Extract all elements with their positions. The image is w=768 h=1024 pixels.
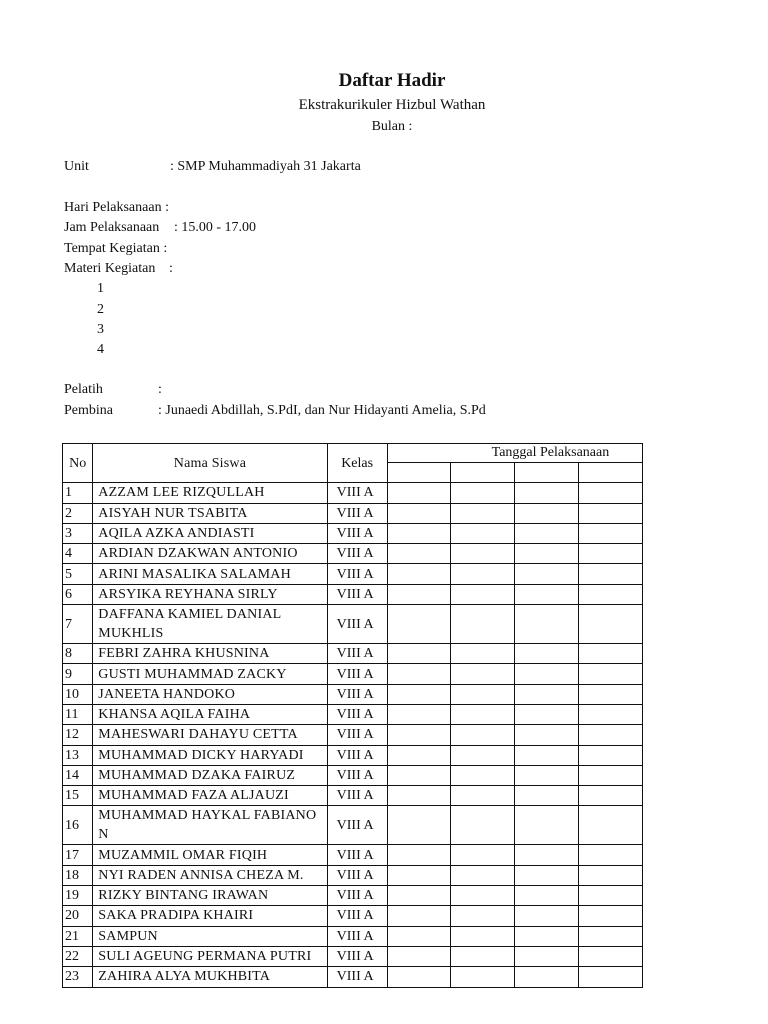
student-name: MUZAMMIL OMAR FIQIH bbox=[93, 845, 327, 865]
attendance-cell[interactable] bbox=[515, 865, 579, 885]
row-number: 13 bbox=[63, 745, 93, 765]
row-number: 14 bbox=[63, 765, 93, 785]
row-number: 7 bbox=[63, 605, 93, 644]
attendance-cell[interactable] bbox=[515, 946, 579, 966]
attendance-cell[interactable] bbox=[387, 806, 451, 845]
row-number: 18 bbox=[63, 865, 93, 885]
student-name: AZZAM LEE RIZQULLAH bbox=[93, 483, 327, 503]
attendance-cell[interactable] bbox=[515, 745, 579, 765]
attendance-cell[interactable] bbox=[387, 745, 451, 765]
attendance-cell[interactable] bbox=[579, 886, 643, 906]
col-header-kelas: Kelas bbox=[327, 444, 387, 483]
student-name: AQILA AZKA ANDIASTI bbox=[93, 523, 327, 543]
attendance-cell[interactable] bbox=[387, 946, 451, 966]
attendance-cell[interactable] bbox=[387, 886, 451, 906]
attendance-cell[interactable] bbox=[451, 967, 515, 987]
student-name: JANEETA HANDOKO bbox=[93, 684, 327, 704]
attendance-cell[interactable] bbox=[579, 967, 643, 987]
attendance-cell[interactable] bbox=[515, 725, 579, 745]
table-row bbox=[63, 806, 643, 845]
attendance-cell[interactable] bbox=[579, 865, 643, 885]
attendance-cell[interactable] bbox=[387, 605, 451, 644]
materi-item: 2 bbox=[97, 302, 104, 317]
row-number: 9 bbox=[63, 664, 93, 684]
pembina-label: Pembina bbox=[64, 403, 113, 418]
student-class: VIII A bbox=[327, 564, 387, 584]
attendance-cell[interactable] bbox=[387, 684, 451, 704]
attendance-cell[interactable] bbox=[515, 605, 579, 644]
attendance-cell[interactable] bbox=[515, 483, 579, 503]
attendance-cell[interactable] bbox=[579, 544, 643, 564]
attendance-cell[interactable] bbox=[387, 503, 451, 523]
attendance-cell[interactable] bbox=[579, 664, 643, 684]
attendance-cell[interactable] bbox=[387, 523, 451, 543]
attendance-cell[interactable] bbox=[451, 483, 515, 503]
attendance-cell[interactable] bbox=[515, 584, 579, 604]
pembina-value: : Junaedi Abdillah, S.PdI, dan Nur Hidayanti Amelia, S.Pd bbox=[158, 403, 486, 418]
student-class: VIII A bbox=[327, 523, 387, 543]
student-class: VIII A bbox=[327, 926, 387, 946]
attendance-cell[interactable] bbox=[387, 664, 451, 684]
row-number: 11 bbox=[63, 704, 93, 724]
attendance-cell[interactable] bbox=[451, 503, 515, 523]
jam-pelaksanaan-label: Jam Pelaksanaan bbox=[64, 220, 160, 235]
student-name: ARSYIKA REYHANA SIRLY bbox=[93, 584, 327, 604]
row-number: 22 bbox=[63, 946, 93, 966]
pelatih-value: : bbox=[158, 382, 162, 397]
table-row bbox=[63, 906, 643, 926]
pelatih-label: Pelatih bbox=[64, 382, 103, 397]
student-name: MUHAMMAD FAZA ALJAUZI bbox=[93, 786, 327, 806]
student-class: VIII A bbox=[327, 806, 387, 845]
attendance-cell[interactable] bbox=[387, 786, 451, 806]
attendance-table bbox=[62, 443, 643, 988]
attendance-cell[interactable] bbox=[451, 845, 515, 865]
tempat-kegiatan-label: Tempat Kegiatan : bbox=[64, 241, 168, 256]
date-slot-header bbox=[579, 463, 643, 483]
col-header-no: No bbox=[63, 444, 93, 483]
student-name: ARDIAN DZAKWAN ANTONIO bbox=[93, 544, 327, 564]
attendance-cell[interactable] bbox=[451, 865, 515, 885]
unit-value: : SMP Muhammadiyah 31 Jakarta bbox=[170, 159, 361, 174]
table-row bbox=[63, 786, 643, 806]
document-title: Daftar Hadir bbox=[338, 70, 446, 91]
student-name: MAHESWARI DAHAYU CETTA bbox=[93, 725, 327, 745]
attendance-cell[interactable] bbox=[387, 644, 451, 664]
attendance-cell[interactable] bbox=[515, 523, 579, 543]
attendance-cell[interactable] bbox=[515, 806, 579, 845]
attendance-cell[interactable] bbox=[387, 544, 451, 564]
attendance-cell[interactable] bbox=[387, 865, 451, 885]
row-number: 19 bbox=[63, 886, 93, 906]
row-number: 16 bbox=[63, 806, 93, 845]
student-class: VIII A bbox=[327, 644, 387, 664]
table-row bbox=[63, 765, 643, 785]
student-name: SAKA PRADIPA KHAIRI bbox=[93, 906, 327, 926]
attendance-cell[interactable] bbox=[451, 886, 515, 906]
attendance-cell[interactable] bbox=[579, 605, 643, 644]
table-row bbox=[63, 503, 643, 523]
attendance-cell[interactable] bbox=[515, 704, 579, 724]
student-name: FEBRI ZAHRA KHUSNINA bbox=[93, 644, 327, 664]
student-class: VIII A bbox=[327, 886, 387, 906]
date-slot-header bbox=[515, 463, 579, 483]
table-row bbox=[63, 886, 643, 906]
student-class: VIII A bbox=[327, 845, 387, 865]
attendance-cell[interactable] bbox=[515, 845, 579, 865]
student-name: AISYAH NUR TSABITA bbox=[93, 503, 327, 523]
student-name: MUHAMMAD HAYKAL FABIANO N bbox=[93, 806, 327, 845]
attendance-cell[interactable] bbox=[451, 564, 515, 584]
table-row bbox=[63, 664, 643, 684]
attendance-cell[interactable] bbox=[579, 906, 643, 926]
attendance-cell[interactable] bbox=[579, 845, 643, 865]
student-name: ZAHIRA ALYA MUKHBITA bbox=[93, 967, 327, 987]
attendance-cell[interactable] bbox=[387, 564, 451, 584]
student-name: DAFFANA KAMIEL DANIAL MUKHLIS bbox=[93, 605, 327, 644]
attendance-cell[interactable] bbox=[451, 644, 515, 664]
attendance-cell[interactable] bbox=[579, 684, 643, 704]
attendance-cell[interactable] bbox=[515, 544, 579, 564]
row-number: 2 bbox=[63, 503, 93, 523]
student-class: VIII A bbox=[327, 786, 387, 806]
date-slot-header bbox=[451, 463, 515, 483]
attendance-cell[interactable] bbox=[451, 523, 515, 543]
attendance-cell[interactable] bbox=[515, 564, 579, 584]
attendance-cell[interactable] bbox=[579, 926, 643, 946]
attendance-cell[interactable] bbox=[515, 644, 579, 664]
attendance-cell[interactable] bbox=[387, 967, 451, 987]
unit-label: Unit bbox=[64, 159, 89, 174]
date-slot-header bbox=[387, 463, 451, 483]
table-row bbox=[63, 523, 643, 543]
student-class: VIII A bbox=[327, 725, 387, 745]
col-header-tanggal: Tanggal Pelaksanaan bbox=[387, 444, 642, 463]
attendance-cell[interactable] bbox=[579, 786, 643, 806]
student-name: NYI RADEN ANNISA CHEZA M. bbox=[93, 865, 327, 885]
student-class: VIII A bbox=[327, 684, 387, 704]
attendance-cell[interactable] bbox=[451, 745, 515, 765]
row-number: 5 bbox=[63, 564, 93, 584]
attendance-cell[interactable] bbox=[579, 745, 643, 765]
table-row bbox=[63, 644, 643, 664]
attendance-cell[interactable] bbox=[387, 765, 451, 785]
attendance-cell[interactable] bbox=[387, 725, 451, 745]
student-name: RIZKY BINTANG IRAWAN bbox=[93, 886, 327, 906]
materi-item: 3 bbox=[97, 322, 104, 337]
month-label: Bulan : bbox=[371, 119, 413, 134]
attendance-cell[interactable] bbox=[515, 906, 579, 926]
student-name: GUSTI MUHAMMAD ZACKY bbox=[93, 664, 327, 684]
table-row bbox=[63, 967, 643, 987]
attendance-cell[interactable] bbox=[579, 503, 643, 523]
attendance-cell[interactable] bbox=[451, 926, 515, 946]
table-row bbox=[63, 605, 643, 644]
student-name: MUHAMMAD DICKY HARYADI bbox=[93, 745, 327, 765]
student-class: VIII A bbox=[327, 483, 387, 503]
attendance-cell[interactable] bbox=[387, 483, 451, 503]
document-subtitle: Ekstrakurikuler Hizbul Wathan bbox=[298, 97, 486, 113]
attendance-cell[interactable] bbox=[515, 664, 579, 684]
materi-kegiatan-label: Materi Kegiatan bbox=[64, 261, 156, 276]
attendance-cell[interactable] bbox=[579, 564, 643, 584]
table-row bbox=[63, 483, 643, 503]
attendance-cell[interactable] bbox=[387, 926, 451, 946]
student-class: VIII A bbox=[327, 544, 387, 564]
student-class: VIII A bbox=[327, 704, 387, 724]
attendance-cell[interactable] bbox=[515, 786, 579, 806]
student-name: MUHAMMAD DZAKA FAIRUZ bbox=[93, 765, 327, 785]
student-name: ARINI MASALIKA SALAMAH bbox=[93, 564, 327, 584]
row-number: 23 bbox=[63, 967, 93, 987]
attendance-cell[interactable] bbox=[515, 886, 579, 906]
table-row bbox=[63, 564, 643, 584]
student-class: VIII A bbox=[327, 745, 387, 765]
attendance-cell[interactable] bbox=[579, 523, 643, 543]
attendance-cell[interactable] bbox=[451, 806, 515, 845]
row-number: 3 bbox=[63, 523, 93, 543]
attendance-cell[interactable] bbox=[579, 704, 643, 724]
attendance-cell[interactable] bbox=[451, 605, 515, 644]
student-class: VIII A bbox=[327, 503, 387, 523]
jam-pelaksanaan-value: : 15.00 - 17.00 bbox=[174, 220, 257, 235]
attendance-cell[interactable] bbox=[387, 906, 451, 926]
materi-item: 4 bbox=[97, 342, 104, 357]
attendance-cell[interactable] bbox=[515, 503, 579, 523]
row-number: 8 bbox=[63, 644, 93, 664]
materi-item: 1 bbox=[97, 281, 104, 296]
student-class: VIII A bbox=[327, 865, 387, 885]
table-row bbox=[63, 584, 643, 604]
attendance-cell[interactable] bbox=[387, 845, 451, 865]
table-row bbox=[63, 704, 643, 724]
student-class: VIII A bbox=[327, 765, 387, 785]
student-class: VIII A bbox=[327, 967, 387, 987]
attendance-cell[interactable] bbox=[515, 926, 579, 946]
row-number: 1 bbox=[63, 483, 93, 503]
student-class: VIII A bbox=[327, 946, 387, 966]
attendance-cell[interactable] bbox=[387, 704, 451, 724]
attendance-cell[interactable] bbox=[515, 967, 579, 987]
row-number: 17 bbox=[63, 845, 93, 865]
attendance-cell[interactable] bbox=[451, 906, 515, 926]
row-number: 4 bbox=[63, 544, 93, 564]
row-number: 15 bbox=[63, 786, 93, 806]
student-name: SAMPUN bbox=[93, 926, 327, 946]
row-number: 21 bbox=[63, 926, 93, 946]
attendance-cell[interactable] bbox=[451, 584, 515, 604]
attendance-cell[interactable] bbox=[579, 644, 643, 664]
col-header-name: Nama Siswa bbox=[93, 444, 327, 483]
table-row bbox=[63, 725, 643, 745]
attendance-cell[interactable] bbox=[579, 806, 643, 845]
attendance-cell[interactable] bbox=[451, 664, 515, 684]
attendance-body bbox=[63, 483, 643, 987]
table-row bbox=[63, 845, 643, 865]
attendance-cell[interactable] bbox=[579, 483, 643, 503]
attendance-cell[interactable] bbox=[579, 765, 643, 785]
row-number: 20 bbox=[63, 906, 93, 926]
attendance-cell[interactable] bbox=[451, 704, 515, 724]
attendance-cell[interactable] bbox=[579, 584, 643, 604]
attendance-cell[interactable] bbox=[451, 725, 515, 745]
row-number: 12 bbox=[63, 725, 93, 745]
attendance-cell[interactable] bbox=[451, 684, 515, 704]
row-number: 10 bbox=[63, 684, 93, 704]
student-name: SULI AGEUNG PERMANA PUTRI bbox=[93, 946, 327, 966]
table-row bbox=[63, 745, 643, 765]
student-class: VIII A bbox=[327, 664, 387, 684]
student-class: VIII A bbox=[327, 906, 387, 926]
materi-kegiatan-colon: : bbox=[169, 261, 173, 276]
table-row bbox=[63, 926, 643, 946]
attendance-cell[interactable] bbox=[451, 544, 515, 564]
student-name: KHANSA AQILA FAIHA bbox=[93, 704, 327, 724]
row-number: 6 bbox=[63, 584, 93, 604]
attendance-cell[interactable] bbox=[451, 946, 515, 966]
attendance-cell[interactable] bbox=[451, 786, 515, 806]
attendance-cell[interactable] bbox=[515, 765, 579, 785]
table-row bbox=[63, 544, 643, 564]
table-row bbox=[63, 865, 643, 885]
hari-pelaksanaan-label: Hari Pelaksanaan : bbox=[64, 200, 169, 215]
attendance-cell[interactable] bbox=[579, 725, 643, 745]
attendance-cell[interactable] bbox=[387, 584, 451, 604]
table-row bbox=[63, 684, 643, 704]
student-class: VIII A bbox=[327, 584, 387, 604]
attendance-cell[interactable] bbox=[451, 765, 515, 785]
attendance-cell[interactable] bbox=[579, 946, 643, 966]
attendance-cell[interactable] bbox=[515, 684, 579, 704]
table-row bbox=[63, 946, 643, 966]
student-class: VIII A bbox=[327, 605, 387, 644]
